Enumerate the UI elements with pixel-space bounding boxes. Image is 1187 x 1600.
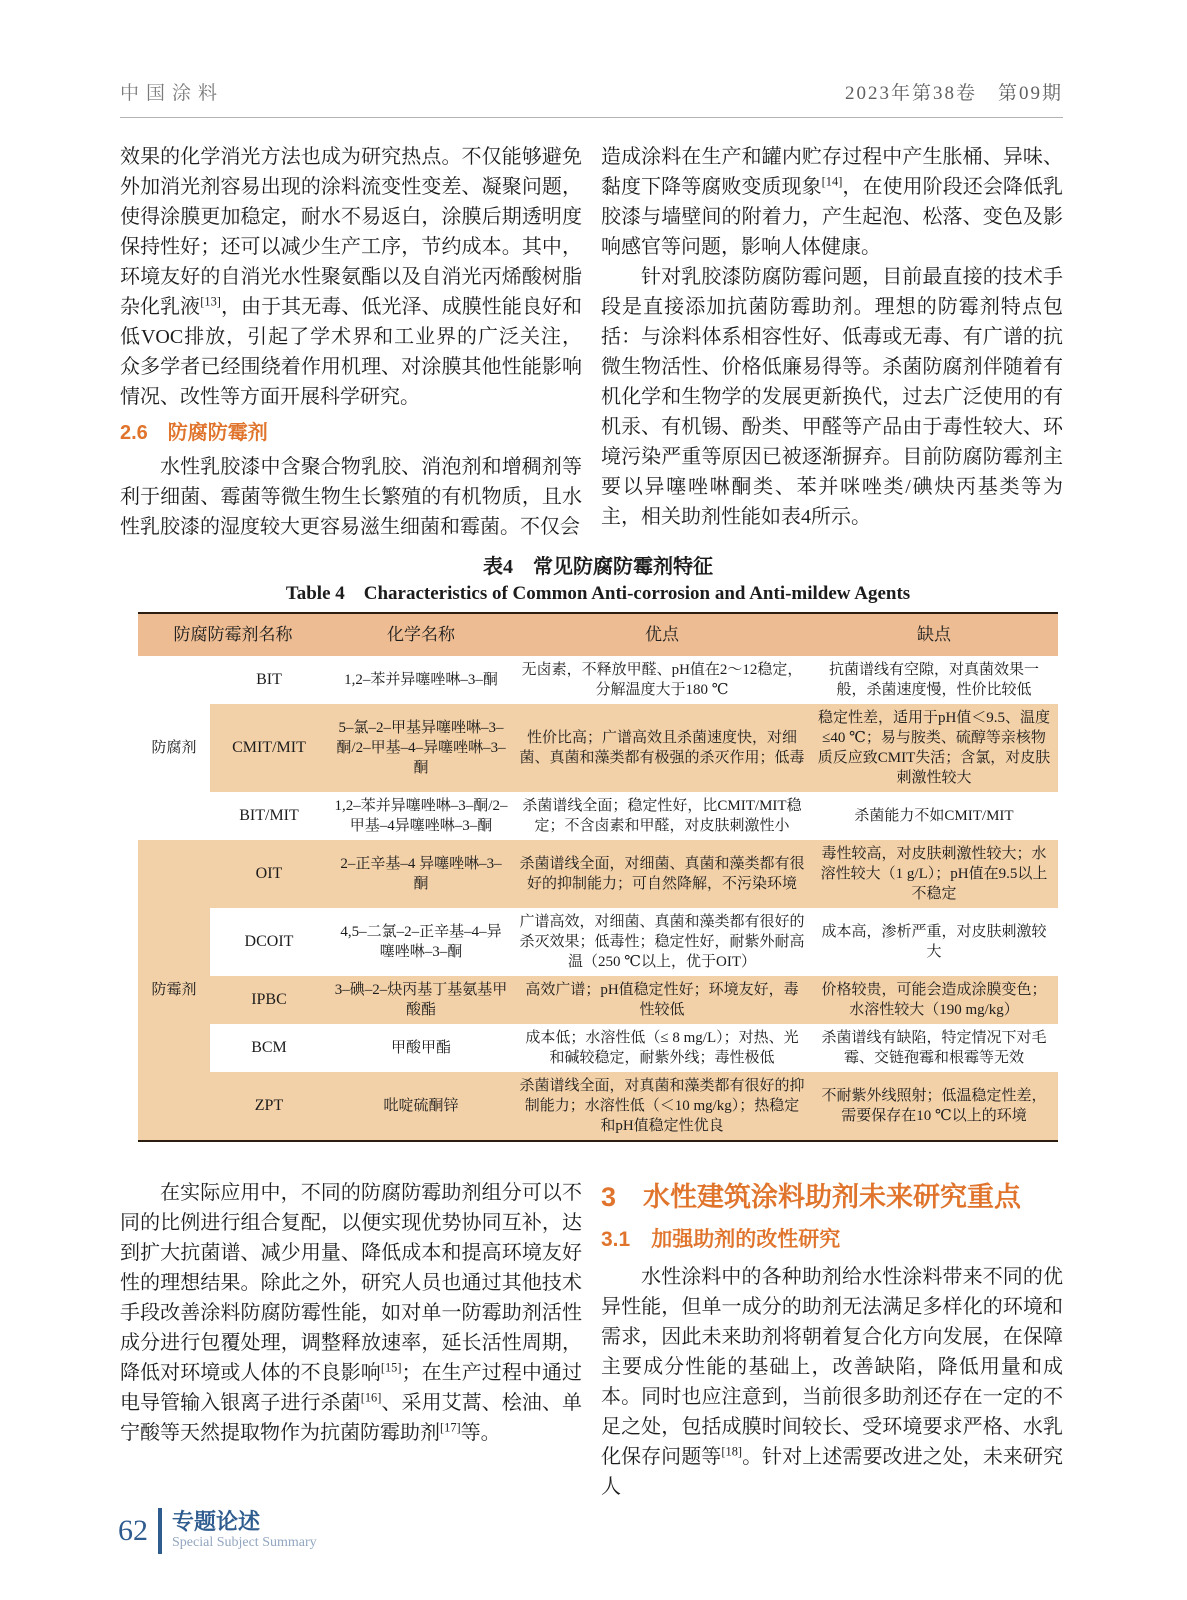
col-header-cons: 缺点 [810, 613, 1058, 656]
category-cell-preservative: 防腐剂 [138, 656, 210, 840]
agent-name: OIT [210, 840, 328, 908]
disadvantages: 不耐紫外线照射；低温稳定性差，需要保存在10 ℃以上的环境 [810, 1072, 1058, 1141]
advantages: 无卤素，不释放甲醛、pH值在2～12稳定，分解温度大于180 ℃ [514, 656, 810, 704]
table-4-block [138, 554, 1058, 1142]
table-row [138, 656, 1058, 704]
chemical-name: 2–正辛基–4 异噻唑啉–3–酮 [328, 840, 514, 908]
col-header-pros: 优点 [514, 613, 810, 656]
paragraph: 水性乳胶漆中含聚合物乳胶、消泡剂和增稠剂等利于细菌、霉菌等微生物生长繁殖的有机物质，且水性乳胶漆的湿度较大更容易滋生细菌和霉菌。不仅会 [120, 456, 582, 538]
agent-name: CMIT/MIT [210, 704, 328, 792]
bottom-columns [120, 1178, 1063, 1502]
agent-name: DCOIT [210, 908, 328, 976]
chemical-name: 5–氯–2–甲基异噻唑啉–3–酮/2–甲基–4–异噻唑啉–3–酮 [328, 704, 514, 792]
table-row [138, 704, 1058, 792]
advantages: 广谱高效，对细菌、真菌和藻类都有很好的杀灭效果；低毒性；稳定性好，耐紫外耐高温（250 ℃以上，优于OIT） [514, 908, 810, 976]
table-title-en: Table 4 Characteristics of Common Anti-corrosion and Anti-mildew Agents [285, 583, 911, 604]
agent-name: ZPT [210, 1072, 328, 1141]
advantages: 高效广谱；pH值稳定性好；环境友好，毒性较低 [514, 976, 810, 1024]
agent-name: BIT/MIT [210, 792, 328, 840]
agent-name: IPBC [210, 976, 328, 1024]
section-heading-3: 3 水性建筑涂料助剂未来研究重点 [601, 1182, 1022, 1212]
top-right-column [601, 142, 1063, 542]
table-row [138, 840, 1058, 908]
table-header-row [138, 613, 1058, 656]
disadvantages: 成本高，渗析严重，对皮肤刺激较大 [810, 908, 1058, 976]
footer-section [172, 1510, 317, 1552]
paragraph: 造成涂料在生产和罐内贮存过程中产生胀桶、异味、黏度下降等腐败变质现象[14]，在使用阶段还会降低乳胶漆与墙壁间的附着力，产生起泡、松落、变色及影响感官等问题，影响人体健康。 [601, 146, 1063, 258]
top-left-column [120, 142, 582, 542]
chemical-name: 吡啶硫酮锌 [328, 1072, 514, 1141]
disadvantages: 抗菌谱线有空隙，对真菌效果一般，杀菌速度慢，性价比较低 [810, 656, 1058, 704]
paragraph: 水性涂料中的各种助剂给水性涂料带来不同的优异性能，但单一成分的助剂无法满足多样化的环境和需求，因此未来助剂将朝着复合化方向发展，在保障主要成分性能的基础上，改善缺陷，降低用量和成本。同时也应注意到，当前很多助剂还存在一定的不足之处，包括成膜时间较长、受环境要求严格、水乳化保存问题等[18]。针对上述需要改进之处，未来研究人 [601, 1266, 1064, 1498]
agent-name: BIT [210, 656, 328, 704]
table-title-zh: 表4 常见防腐防霉剂特征 [483, 556, 713, 578]
advantages: 成本低；水溶性低（≤ 8 mg/L）；对热、光和碱较稳定，耐紫外线；毒性极低 [514, 1024, 810, 1072]
disadvantages: 杀菌谱线有缺陷，特定情况下对毛霉、交链孢霉和根霉等无效 [810, 1024, 1058, 1072]
bottom-left-column [120, 1178, 582, 1502]
footer-section-zh: 专题论述 [172, 1509, 261, 1534]
journal-name: 中国涂料 [120, 83, 225, 104]
section-heading-3-1: 3.1 加强助剂的改性研究 [601, 1228, 841, 1251]
col-header-chem: 化学名称 [328, 613, 514, 656]
running-head [120, 78, 1063, 118]
advantages: 杀菌谱线全面，对细菌、真菌和藻类都有很好的抑制能力；可自然降解，不污染环境 [514, 840, 810, 908]
table-row [138, 1072, 1058, 1141]
anti-corrosion-anti-mildew-table [138, 612, 1058, 1142]
chemical-name: 3–碘–2–炔丙基丁基氨基甲酸酯 [328, 976, 514, 1024]
disadvantages: 稳定性差，适用于pH值＜9.5、温度≤40 ℃；易与胺类、硫醇等亲核物质反应致CMIT失活；含氯，对皮肤刺激性较大 [810, 704, 1058, 792]
bottom-right-column [601, 1178, 1063, 1502]
agent-name: BCM [210, 1024, 328, 1072]
advantages: 杀菌谱线全面；稳定性好，比CMIT/MIT稳定；不含卤素和甲醛，对皮肤刺激性小 [514, 792, 810, 840]
footer-section-en: Special Subject Summary [172, 1535, 317, 1550]
table-row [138, 1024, 1058, 1072]
footer-divider-bar [158, 1508, 162, 1554]
page-footer [118, 1508, 317, 1554]
col-header-name: 防腐防霉剂名称 [138, 613, 328, 656]
disadvantages: 毒性较高，对皮肤刺激性较大；水溶性较大（1 g/L）；pH值在9.5以上不稳定 [810, 840, 1058, 908]
paragraph: 在实际应用中，不同的防腐防霉助剂组分可以不同的比例进行组合复配，以便实现优势协同互补，达到扩大抗菌谱、减少用量、降低成本和提高环境友好性的理想结果。除此之外，研究人员也通过其他技术手段改善涂料防腐防霉性能，如对单一防霉助剂活性成分进行包覆处理，调整释放速率，延长活性周期，降低对环境或人体的不良影响[15]；在生产过程中通过电导管输入银离子进行杀菌[16]、采用艾蒿、桧油、单宁酸等天然提取物作为抗菌防霉助剂[17]等。 [120, 1182, 583, 1444]
chemical-name: 4,5–二氯–2–正辛基–4–异噻唑啉–3–酮 [328, 908, 514, 976]
paragraph: 针对乳胶漆防腐防霉问题，目前最直接的技术手段是直接添加抗菌防霉助剂。理想的防霉剂特点包括：与涂料体系相容性好、低毒或无毒、有广谱的抗微生物活性、价格低廉易得等。杀菌防腐剂伴随着有机化学和生物学的发展更新换代，过去广泛使用的有机汞、有机锡、酚类、甲醛等产品由于毒性较大、环境污染严重等原因已被逐渐摒弃。目前防腐防霉剂主要以异噻唑啉酮类、苯并咪唑类/碘炔丙基类等为主，相关助剂性能如表4所示。 [601, 266, 1063, 528]
chemical-name: 甲酸甲酯 [328, 1024, 514, 1072]
top-columns [120, 142, 1063, 542]
paragraph: 效果的化学消光方法也成为研究热点。不仅能够避免外加消光剂容易出现的涂料流变性变差、凝聚问题，使得涂膜更加稳定，耐水不易返白，涂膜后期透明度保持性好；还可以减少生产工序，节约成本。其中，环境友好的自消光水性聚氨酯以及自消光丙烯酸树脂杂化乳液[13]，由于其无毒、低光泽、成膜性能良好和低VOC排放，引起了学术界和工业界的广泛关注，众多学者已经围绕着作用机理、对涂膜其他性能影响情况、改性等方面开展科学研究。 [120, 146, 583, 408]
category-cell-mildewproof: 防霉剂 [138, 840, 210, 1141]
page-number: 62 [118, 1514, 148, 1547]
chemical-name: 1,2–苯并异噻唑啉–3–酮 [328, 656, 514, 704]
section-heading-2-6: 2.6 防腐防霉剂 [120, 422, 268, 444]
advantages: 性价比高；广谱高效且杀菌速度快，对细菌、真菌和藻类都有极强的杀灭作用；低毒 [514, 704, 810, 792]
table-row [138, 792, 1058, 840]
disadvantages: 价格较贵，可能会造成涂膜变色；水溶性较大（190 mg/kg） [810, 976, 1058, 1024]
advantages: 杀菌谱线全面，对真菌和藻类都有很好的抑制能力；水溶性低（＜10 mg/kg）；热稳定和pH值稳定性优良 [514, 1072, 810, 1141]
table-row [138, 908, 1058, 976]
issue-info: 2023年第38卷 第09期 [844, 83, 1063, 104]
chemical-name: 1,2–苯并异噻唑啉–3–酮/2–甲基–4异噻唑啉–3–酮 [328, 792, 514, 840]
table-row [138, 976, 1058, 1024]
disadvantages: 杀菌能力不如CMIT/MIT [810, 792, 1058, 840]
